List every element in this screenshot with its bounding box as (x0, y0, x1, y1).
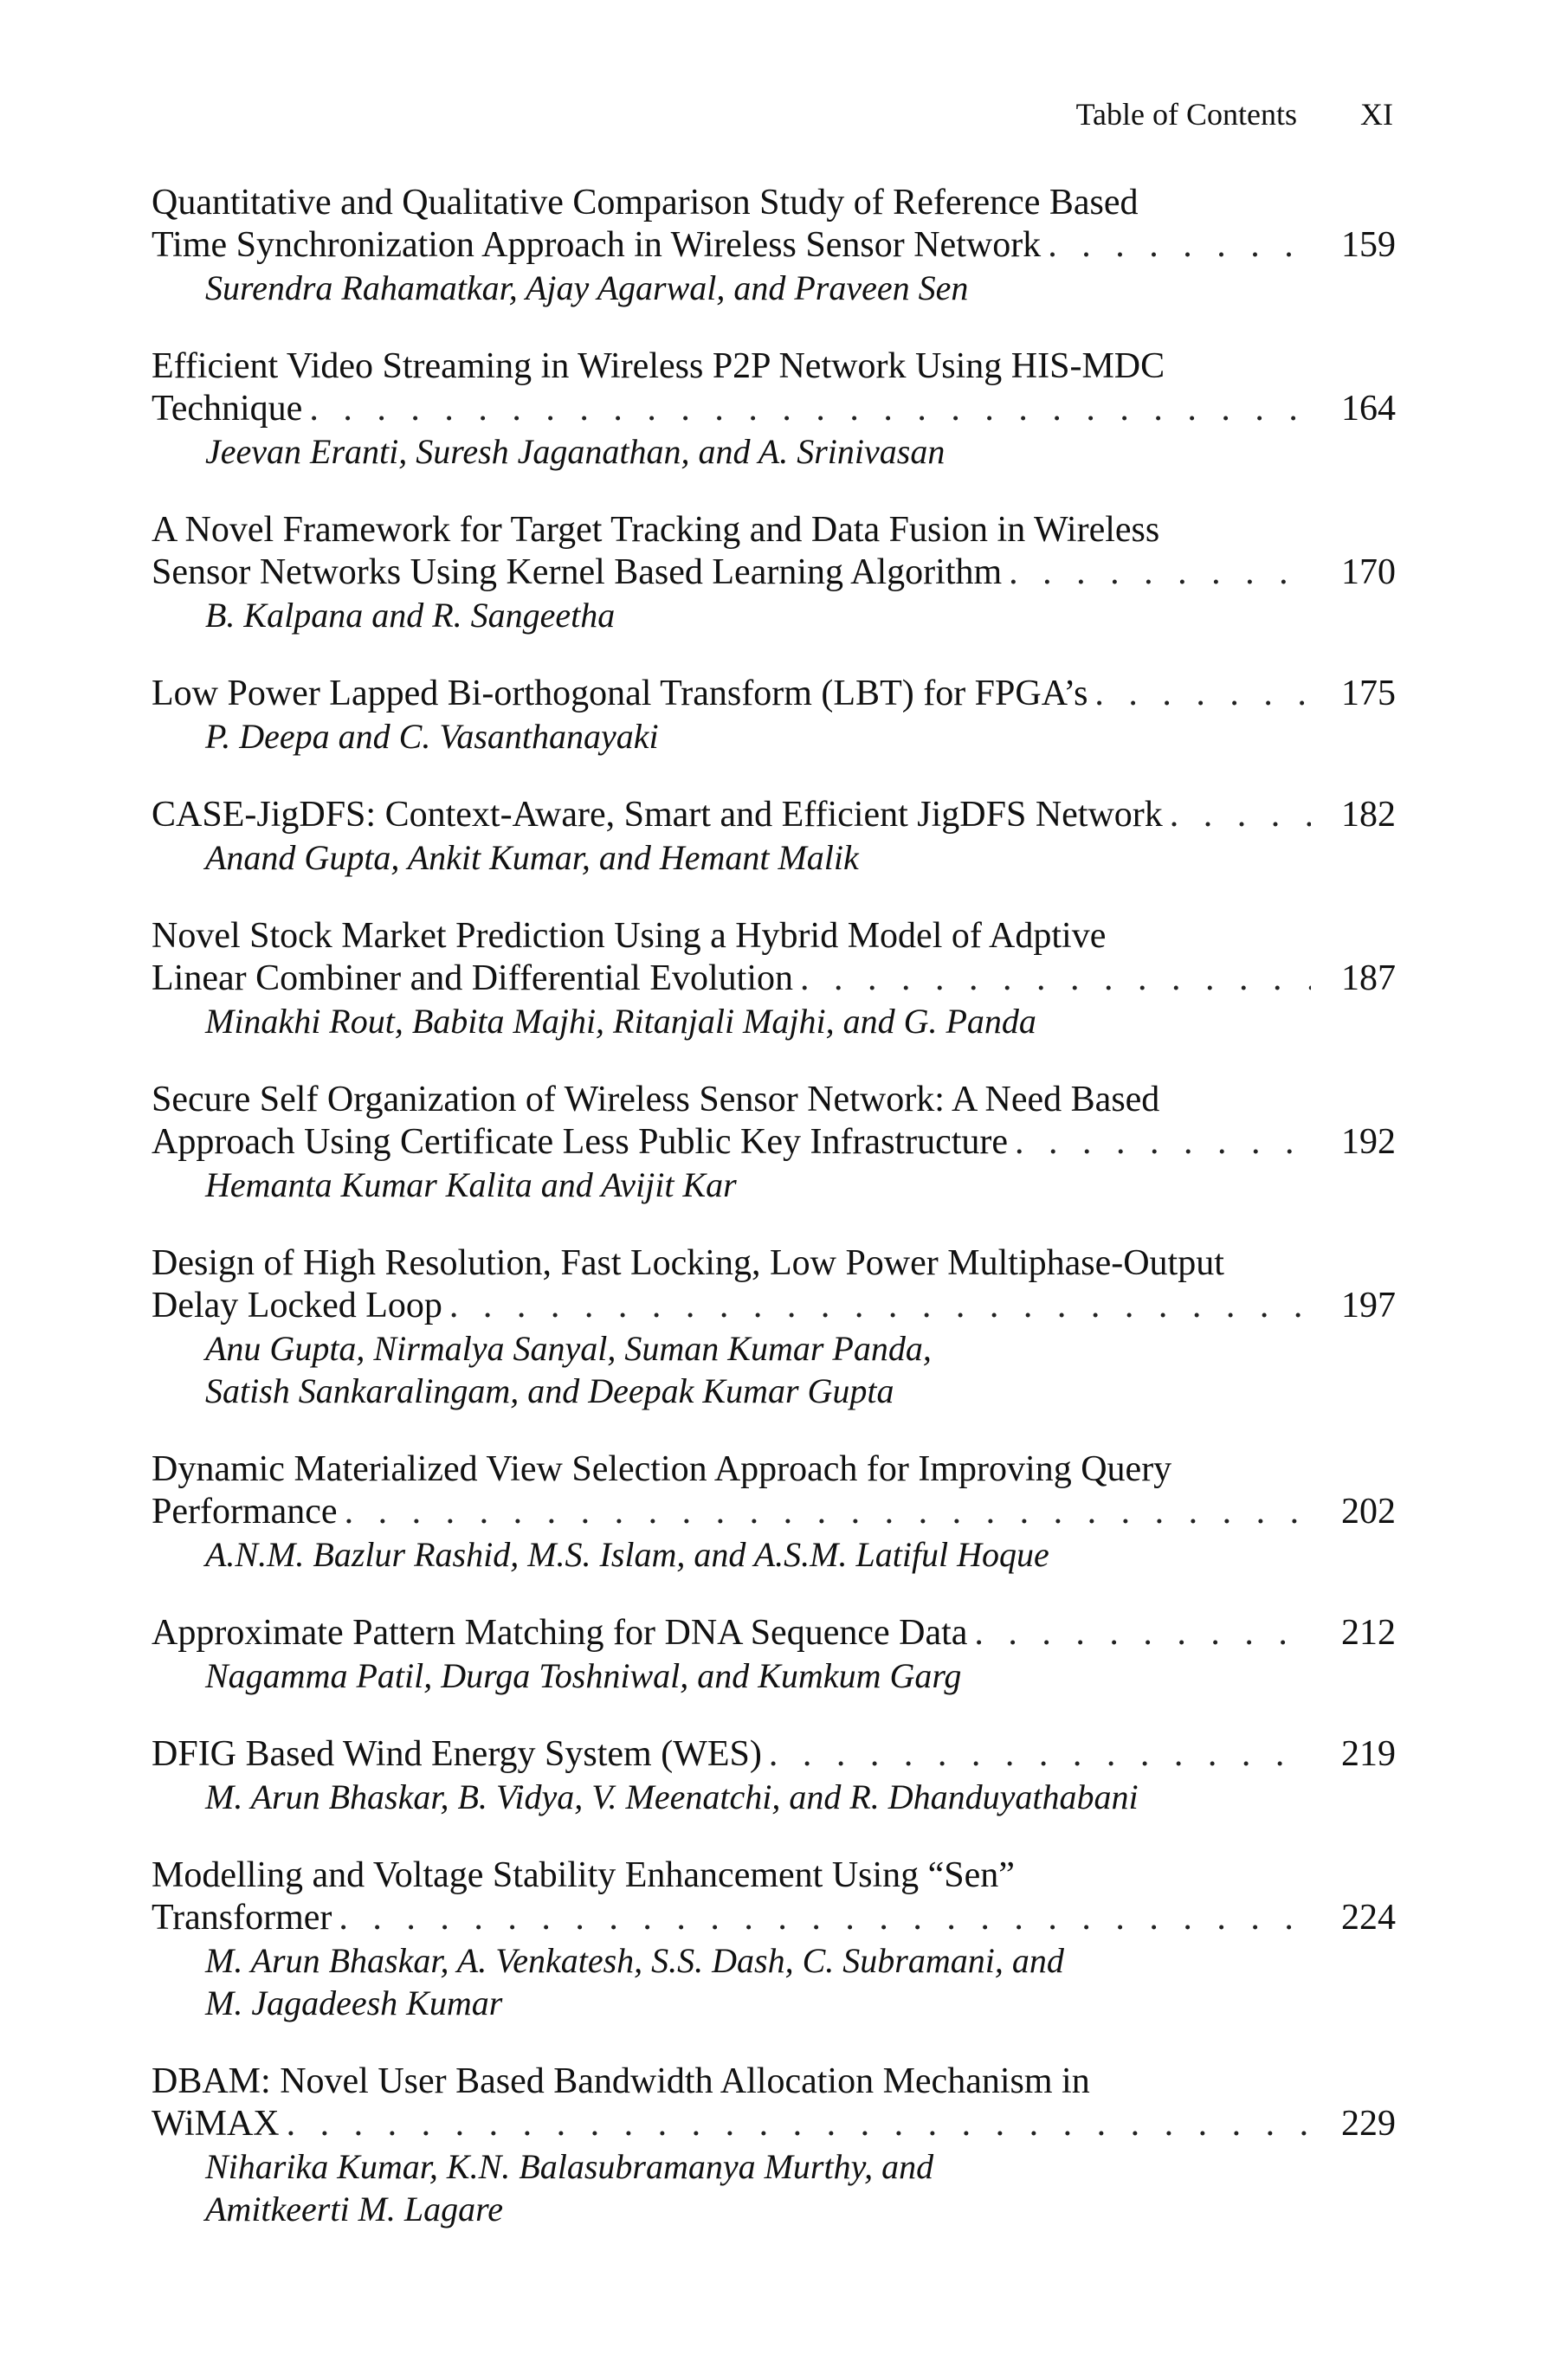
dot-leader (1015, 1121, 1311, 1164)
toc-entry (152, 2061, 1396, 2230)
toc-entry (152, 794, 1396, 879)
entry-title-row (152, 1612, 1396, 1654)
entry-page-number: 164 (1341, 389, 1396, 429)
entry-title-line: Modelling and Voltage Stability Enhancement Using “Sen” (152, 1855, 1015, 1895)
entry-title-line: Approach Using Certificate Less Public Key Infrastructure (152, 1122, 1009, 1162)
entry-title-line: Time Synchronization Approach in Wireless Sensor Network (152, 225, 1042, 265)
dot-leader (1048, 224, 1311, 267)
entry-authors: Anand Gupta, Ankit Kumar, and Hemant Malik (205, 838, 859, 877)
entry-title-line: Linear Combiner and Differential Evolution (152, 958, 794, 998)
entry-title-line: DBAM: Novel User Based Bandwidth Allocation Mechanism in (152, 2061, 1090, 2101)
entry-authors: Satish Sankaralingam, and Deepak Kumar Gupta (205, 1371, 894, 1410)
entry-page-number: 212 (1341, 1613, 1396, 1653)
entry-page-number: 197 (1341, 1286, 1396, 1325)
entry-title-row (152, 1121, 1396, 1164)
toc-entry (152, 345, 1396, 473)
dot-leader (339, 1897, 1311, 1939)
entry-authors: M. Jagadeesh Kumar (205, 1983, 503, 2022)
entry-title-line: Secure Self Organization of Wireless Sensor Network: A Need Based (152, 1080, 1160, 1119)
entry-title-line: Novel Stock Market Prediction Using a Hybrid Model of Adptive (152, 916, 1107, 956)
entry-title-line: A Novel Framework for Target Tracking and Data Fusion in Wireless (152, 510, 1160, 550)
entry-title-row (152, 673, 1396, 715)
entry-authors: Amitkeerti M. Lagare (205, 2190, 504, 2228)
entry-page-number: 182 (1341, 795, 1396, 835)
toc-entry (152, 1612, 1396, 1697)
entry-authors: B. Kalpana and R. Sangeetha (205, 596, 616, 635)
entry-page-number: 159 (1341, 225, 1396, 265)
entry-authors: Niharika Kumar, K.N. Balasubramanya Murthy, and (205, 2147, 934, 2186)
dot-leader (800, 958, 1311, 1000)
entry-title-row (152, 1733, 1396, 1776)
entry-page-number: 187 (1341, 958, 1396, 998)
entry-title-row (152, 388, 1396, 430)
entry-page-number: 224 (1341, 1898, 1396, 1938)
entry-authors: A.N.M. Bazlur Rashid, M.S. Islam, and A.S.M. Latiful Hoque (205, 1535, 1049, 1574)
entry-page-number: 170 (1341, 552, 1396, 592)
entry-title-line: Sensor Networks Using Kernel Based Learning Algorithm (152, 552, 1003, 592)
entry-authors: Hemanta Kumar Kalita and Avijit Kar (205, 1165, 737, 1204)
entry-page-number: 202 (1341, 1492, 1396, 1532)
entry-title-row (152, 794, 1396, 836)
dot-leader (287, 2103, 1311, 2145)
toc-entry (152, 673, 1396, 758)
entry-authors: Nagamma Patil, Durga Toshniwal, and Kumkum Garg (205, 1656, 962, 1695)
toc-entry (152, 1733, 1396, 1818)
entry-page-number: 192 (1341, 1122, 1396, 1162)
entry-authors: M. Arun Bhaskar, B. Vidya, V. Meenatchi, and R. Dhanduyathabani (205, 1777, 1139, 1816)
toc-entry (152, 915, 1396, 1042)
entry-title-line: Low Power Lapped Bi-orthogonal Transform (LBT) for FPGA’s (152, 674, 1088, 713)
entry-title-row (152, 551, 1396, 594)
entry-title-line: Efficient Video Streaming in Wireless P2P Network Using HIS-MDC (152, 346, 1165, 386)
entry-authors: Anu Gupta, Nirmalya Sanyal, Suman Kumar Panda, (205, 1329, 932, 1368)
entry-title-line: Dynamic Materialized View Selection Approach for Improving Query (152, 1449, 1172, 1489)
entry-authors: Jeevan Eranti, Suresh Jaganathan, and A. Srinivasan (205, 432, 946, 471)
toc-entry (152, 1448, 1396, 1576)
entry-authors: M. Arun Bhaskar, A. Venkatesh, S.S. Dash, C. Subramani, and (205, 1941, 1064, 1980)
entry-title-line: Transformer (152, 1898, 332, 1938)
entry-authors: Surendra Rahamatkar, Ajay Agarwal, and Praveen Sen (205, 268, 969, 307)
toc-entry (152, 1079, 1396, 1206)
running-head (1076, 94, 1393, 135)
dot-leader (974, 1612, 1311, 1654)
entry-authors: Minakhi Rout, Babita Majhi, Ritanjali Majhi, and G. Panda (205, 1002, 1036, 1041)
dot-leader (1170, 794, 1311, 836)
entry-title-row (152, 1897, 1396, 1939)
entry-title-row (152, 224, 1396, 267)
toc-entry (152, 1854, 1396, 2024)
toc-entry (152, 182, 1396, 309)
dot-leader (1094, 673, 1311, 715)
table-of-contents (152, 182, 1396, 2230)
dot-leader (345, 1491, 1311, 1533)
running-head-page-number: XI (1360, 97, 1393, 132)
entry-page-number: 229 (1341, 2104, 1396, 2144)
entry-title-line: DFIG Based Wind Energy System (WES) (152, 1734, 762, 1774)
dot-leader (1009, 551, 1311, 594)
entry-page-number: 175 (1341, 674, 1396, 713)
entry-title-line: Design of High Resolution, Fast Locking, Low Power Multiphase-Output (152, 1243, 1224, 1283)
entry-title-line: WiMAX (152, 2104, 280, 2144)
dot-leader (449, 1285, 1311, 1327)
entry-title-row (152, 958, 1396, 1000)
entry-title-line: Approximate Pattern Matching for DNA Sequence Data (152, 1613, 968, 1653)
dot-leader (309, 388, 1311, 430)
entry-title-row (152, 1491, 1396, 1533)
entry-title-row (152, 1285, 1396, 1327)
entry-title-line: Delay Locked Loop (152, 1286, 442, 1325)
entry-title-line: Performance (152, 1492, 338, 1532)
entry-title-line: Technique (152, 389, 303, 429)
entry-title-row (152, 2103, 1396, 2145)
entry-title-line: CASE-JigDFS: Context-Aware, Smart and Efficient JigDFS Network (152, 795, 1163, 835)
dot-leader (769, 1733, 1311, 1776)
toc-entry (152, 1242, 1396, 1412)
toc-entry (152, 509, 1396, 636)
entry-page-number: 219 (1341, 1734, 1396, 1774)
entry-authors: P. Deepa and C. Vasanthanayaki (205, 717, 659, 756)
running-head-title: Table of Contents (1075, 97, 1297, 132)
entry-title-line: Quantitative and Qualitative Comparison Study of Reference Based (152, 183, 1139, 223)
